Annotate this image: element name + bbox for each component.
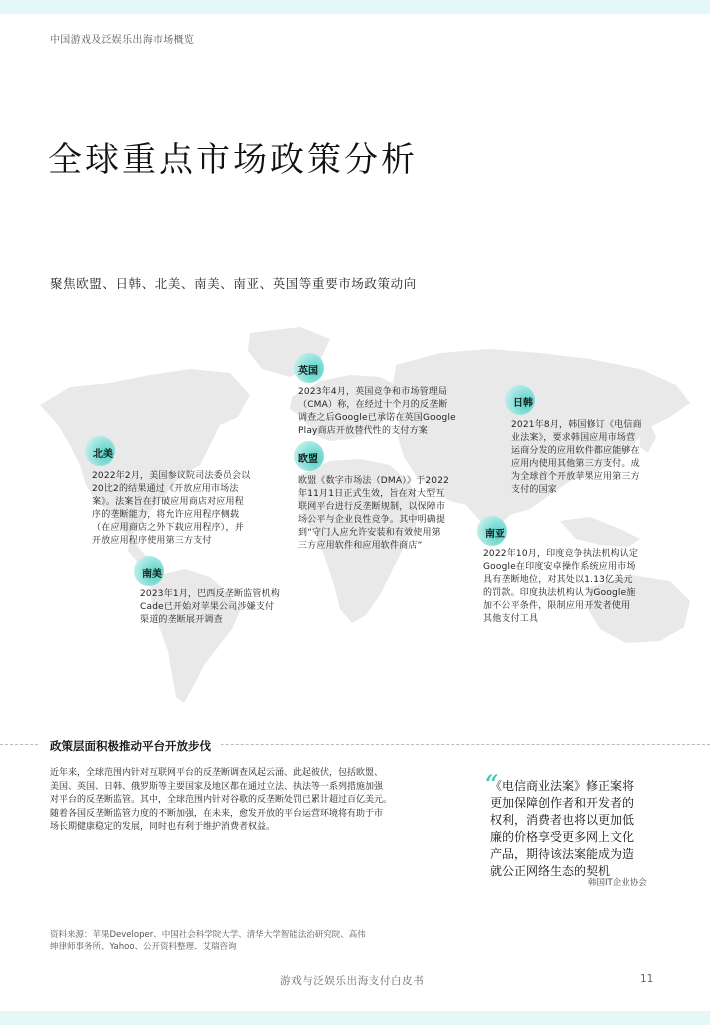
pull-quote: 《电信商业法案》修正案将 更加保障创作者和开发者的 权利，消费者也将以更加低 廉的价格享受更多网上文化 产品，期待该法案能成为造 就公正网络生态的契机 <box>490 779 635 878</box>
bottom-band <box>0 1011 710 1025</box>
region-japan-korea <box>505 385 642 495</box>
region-text-uk: 2023年4月，英国竞争和市场管理局 （CMA）称，在经过十个月的反垄断 调查之后Google已承诺在英国Google Play商店开放替代性的支付方案 <box>298 387 456 436</box>
page-subtitle: 聚焦欧盟、日韩、北美、南美、南亚、英国等重要市场政策动向 <box>50 276 417 291</box>
region-eu <box>294 441 450 551</box>
quote-mark-icon: “ <box>484 769 499 802</box>
running-footer: 游戏与泛娱乐出海支付白皮书 <box>280 975 425 987</box>
section-title: 政策层面积极推动平台开放步伐 <box>40 738 221 754</box>
region-text-south-america: 2023年1月，巴西反垄断监管机构 Cade已开始对苹果公司涉嫌支付 渠道的垄断展开调查 <box>140 589 281 625</box>
top-band <box>0 0 710 14</box>
running-header: 中国游戏及泛娱乐出海市场概览 <box>50 35 195 46</box>
region-text-japan-korea: 2021年8月，韩国修订《电信商 业法案》，要求韩国应用市场营 运商分发的应用软件都应能够在 应用内使用其他第三方支付。成 为全球首个开放苹果应用第三方 支付的国家 <box>511 420 642 495</box>
sources-note: 资料来源：苹果Developer、中国社会科学院大学、清华大学智能法治研究院、高伟 绅律师事务所、Yahoo、公开资料整理、艾瑞咨询 <box>50 930 366 952</box>
region-label-eu: 欧盟 <box>298 454 318 465</box>
page-number: 11 <box>640 973 654 985</box>
region-text-eu: 欧盟《数字市场法（DMA）》于2022 年11月1日正式生效，旨在对大型互 联网平台进行反垄断规制，以保障市 场公平与企业良性竞争。其中明确提 到“守门人应允许安装和有效使用第 三方应用软件和应用软件商店” <box>298 476 450 551</box>
southeast-asia-shape <box>560 517 640 547</box>
region-label-south-asia: 南亚 <box>485 529 505 540</box>
region-uk <box>294 353 456 436</box>
region-text-south-asia: 2022年10月，印度竞争执法机构认定 Google在印度安卓操作系统应用市场 具有垄断地位，对其处以1.13亿美元 的罚款。印度执法机构认为Google施 加不公平条件，限制应用开发者使用 其他支付工具 <box>483 549 639 624</box>
region-south-america <box>134 556 281 625</box>
region-label-north-america: 北美 <box>93 449 113 460</box>
region-label-uk: 英国 <box>298 366 318 377</box>
quote-source: 韩国IT企业协会 <box>588 878 647 888</box>
region-north-america <box>85 436 251 546</box>
region-label-south-america: 南美 <box>142 569 162 580</box>
region-text-north-america: 2022年2月，美国参议院司法委员会以 20比2的结果通过《开放应用市场法 案》。法案旨在打破应用商店对应用程 序的垄断能力，将允许应用程序侧载 （在应用商店之外下载应用程序），并 开放应用程序使用第三方支付 <box>92 471 251 546</box>
page-title: 全球重点市场政策分析 <box>48 140 418 180</box>
section-body: 近年来，全球范围内针对互联网平台的反垄断调查风起云涌、此起彼伏，包括欧盟、 美国、英国、日韩、俄罗斯等主要国家及地区都在通过立法、执法等一系列措施加强 对平台的反垄断监管。其中，全球范围内针对谷歌的反垄断处罚已累计超过百亿美元。 随着各国反垄断监管力度的不断加强，在未来，愈发开放的平台运营环境将有助于市 场长期健康稳定的发展，同时也有利于维护消费者权益。 <box>50 768 393 832</box>
region-label-japan-korea: 日韩 <box>513 398 533 409</box>
region-south-asia <box>477 516 639 624</box>
